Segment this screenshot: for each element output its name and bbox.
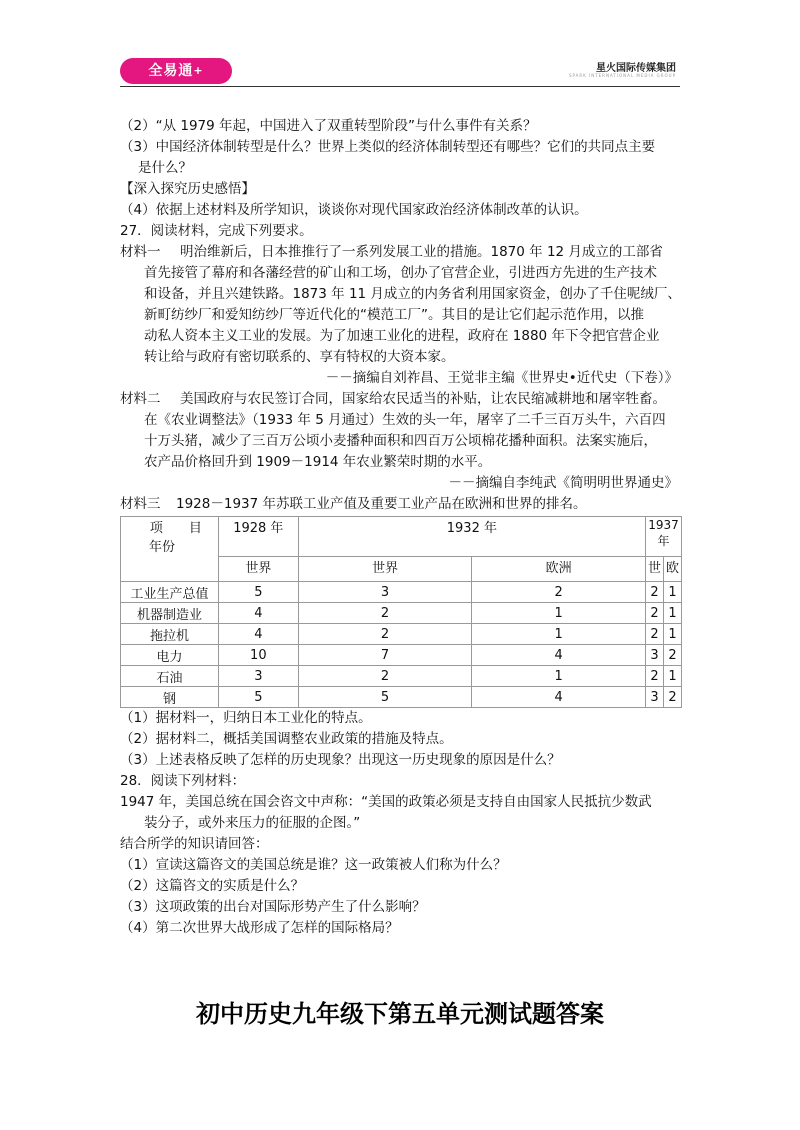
material-text: 美国政府与农民签订合同，国家给农民适当的补贴，让农民缩减耕地和屠宰牲畜。 (180, 391, 666, 407)
rank-cell: 2 (645, 624, 663, 645)
material-label: 材料一 (120, 244, 161, 260)
logo-text: 全易通 (148, 63, 194, 79)
header-1937: 1937 年 (645, 517, 681, 557)
rank-cell: 2 (298, 666, 472, 687)
brand-logo (120, 58, 232, 84)
rank-cell: 1 (663, 666, 681, 687)
rank-cell: 2 (298, 603, 472, 624)
rank-cell: 1 (663, 603, 681, 624)
row-item: 电力 (121, 645, 219, 666)
material-text: 明治维新后，日本推推行了一系列发展工业的措施。1870 年 12 月成立的工部省 (180, 244, 663, 260)
table-row (121, 582, 682, 603)
text-line: 装分子，或外来压力的征服的企图。” (144, 815, 361, 831)
text-line: （2）“从 1979 年起，中国进入了双重转型阶段”与什么事件有关系？ (120, 118, 537, 134)
rank-cell: 1 (663, 624, 681, 645)
answer-title: 初中历史九年级下第五单元测试题答案 (196, 1000, 604, 1028)
questions-27-28 (120, 708, 690, 939)
row-item: 石油 (121, 666, 219, 687)
subheader-cell: 欧 (663, 557, 681, 582)
material-text: 新町纺纱厂和爱知纺纱厂等近代化的“模范工厂”。其目的是让它们起示范作用，以推 (144, 307, 644, 323)
table-row (121, 687, 682, 708)
text-line: （2）这篇咨文的实质是什么？ (120, 878, 305, 894)
text-line: （3）这项政策的出台对国际形势产生了什么影响？ (120, 899, 426, 915)
rank-cell: 10 (218, 645, 298, 666)
rank-cell: 3 (298, 582, 472, 603)
rank-cell: 4 (472, 687, 646, 708)
rank-cell: 4 (218, 624, 298, 645)
text-line: 结合所学的知识请回答： (120, 836, 269, 852)
row-item: 工业生产总值 (121, 582, 219, 603)
text-line: （2）据材料二，概括美国调整农业政策的措施及特点。 (120, 731, 453, 747)
material-text: 和设备，并且兴建铁路。1873 年 11 月成立的内务省利用国家资金，创办了千住呢绒厂、 (144, 286, 681, 302)
subheader-cell: 世 (645, 557, 663, 582)
subheader-cell: 欧洲 (472, 557, 646, 582)
rank-cell: 3 (218, 666, 298, 687)
document-body (120, 116, 690, 939)
table-row (121, 603, 682, 624)
rank-cell: 2 (645, 582, 663, 603)
header-1932: 1932 年 (298, 517, 645, 557)
soviet-ranking-table (120, 516, 682, 708)
subheader-cell: 世界 (218, 557, 298, 582)
material-source: －－摘编自李纯武《简明明世界通史》 (448, 475, 678, 491)
material-source: －－摘编自刘祚昌、王觉非主编《世界史•近代史（下卷）》 (325, 370, 678, 386)
rank-cell: 2 (663, 645, 681, 666)
rank-cell: 5 (218, 582, 298, 603)
rank-cell: 5 (298, 687, 472, 708)
text-line: （4）依据上述材料及所学知识，谈谈你对现代国家政治经济体制改革的认识。 (120, 202, 588, 218)
row-item: 拖拉机 (121, 624, 219, 645)
text-line: （1）据材料一，归纳日本工业化的特点。 (120, 710, 372, 726)
rank-cell: 5 (218, 687, 298, 708)
page-header (120, 55, 680, 85)
company-name: 星火国际传媒集团 (596, 63, 676, 74)
rank-cell: 2 (645, 666, 663, 687)
text-line: 是什么？ (138, 160, 192, 176)
corner-item: 项 目 (149, 521, 202, 536)
text-line: 【深入探究历史感悟】 (120, 181, 255, 197)
company-subtitle: SPARK INTERNATIONAL MEDIA GROUP (568, 73, 676, 78)
rank-cell: 3 (645, 687, 663, 708)
rank-cell: 2 (298, 624, 472, 645)
rank-cell: 4 (218, 603, 298, 624)
text-line: 1947 年，美国总统在国会咨文中声称：“美国的政策必须是支持自由国家人民抵抗少数武 (120, 794, 652, 810)
material-two (120, 389, 690, 494)
question-block-26 (120, 116, 690, 242)
text-line: （3）上述表格反映了怎样的历史现象？出现这一历史现象的原因是什么？ (120, 752, 561, 768)
material-one (120, 242, 690, 389)
rank-cell: 1 (472, 603, 646, 624)
subheader-cell: 世界 (298, 557, 472, 582)
table-row (121, 624, 682, 645)
logo-plus: + (193, 64, 204, 77)
material-text: 农产品价格回升到 1909－1914 年农业繁荣时期的水平。 (144, 454, 492, 470)
material-text: 在《农业调整法》（1933 年 5 月通过）生效的头一年，屠宰了二千三百万头牛，六百四 (144, 412, 666, 428)
text-line: 28．阅读下列材料： (120, 773, 246, 789)
text-line: 27．阅读材料，完成下列要求。 (120, 223, 313, 239)
table-row (121, 645, 682, 666)
text-line: （4）第二次世界大战形成了怎样的国际格局？ (120, 920, 399, 936)
rank-cell: 4 (472, 645, 646, 666)
header-rule (120, 86, 680, 87)
material-text: 十万头猪，减少了三百万公顷小麦播种面积和四百万公顷棉花播种面积。法案实施后， (144, 433, 657, 449)
material-text: 首先接管了幕府和各藩经营的矿山和工场，创办了官营企业，引进西方先进的生产技术 (144, 265, 657, 281)
material-label: 材料三 (120, 496, 161, 512)
rank-cell: 7 (298, 645, 472, 666)
rank-cell: 2 (645, 603, 663, 624)
rank-cell: 2 (472, 582, 646, 603)
rank-cell: 2 (663, 687, 681, 708)
rank-cell: 3 (645, 645, 663, 666)
corner-year: 年份 (149, 540, 176, 555)
text-line: （3）中国经济体制转型是什么？世界上类似的经济体制转型还有哪些？它们的共同点主要 (120, 139, 656, 155)
material-three (120, 494, 690, 515)
material-label: 材料二 (120, 391, 161, 407)
material-text: 转让给与政府有密切联系的、享有特权的大资本家。 (144, 349, 455, 365)
table-corner (121, 517, 219, 582)
header-1928: 1928 年 (218, 517, 298, 557)
row-item: 机器制造业 (121, 603, 219, 624)
text-line: （1）宣读这篇咨文的美国总统是谁？这一政策被人们称为什么？ (120, 857, 507, 873)
row-item: 钢 (121, 687, 219, 708)
table-row (121, 666, 682, 687)
rank-cell: 1 (663, 582, 681, 603)
rank-cell: 1 (472, 624, 646, 645)
rank-cell: 1 (472, 666, 646, 687)
material-text: 动私人资本主义工业的发展。为了加速工业化的进程，政府在 1880 年下令把官营企业 (144, 328, 660, 344)
material-text: 1928－1937 年苏联工业产值及重要工业产品在欧洲和世界的排名。 (176, 496, 587, 512)
